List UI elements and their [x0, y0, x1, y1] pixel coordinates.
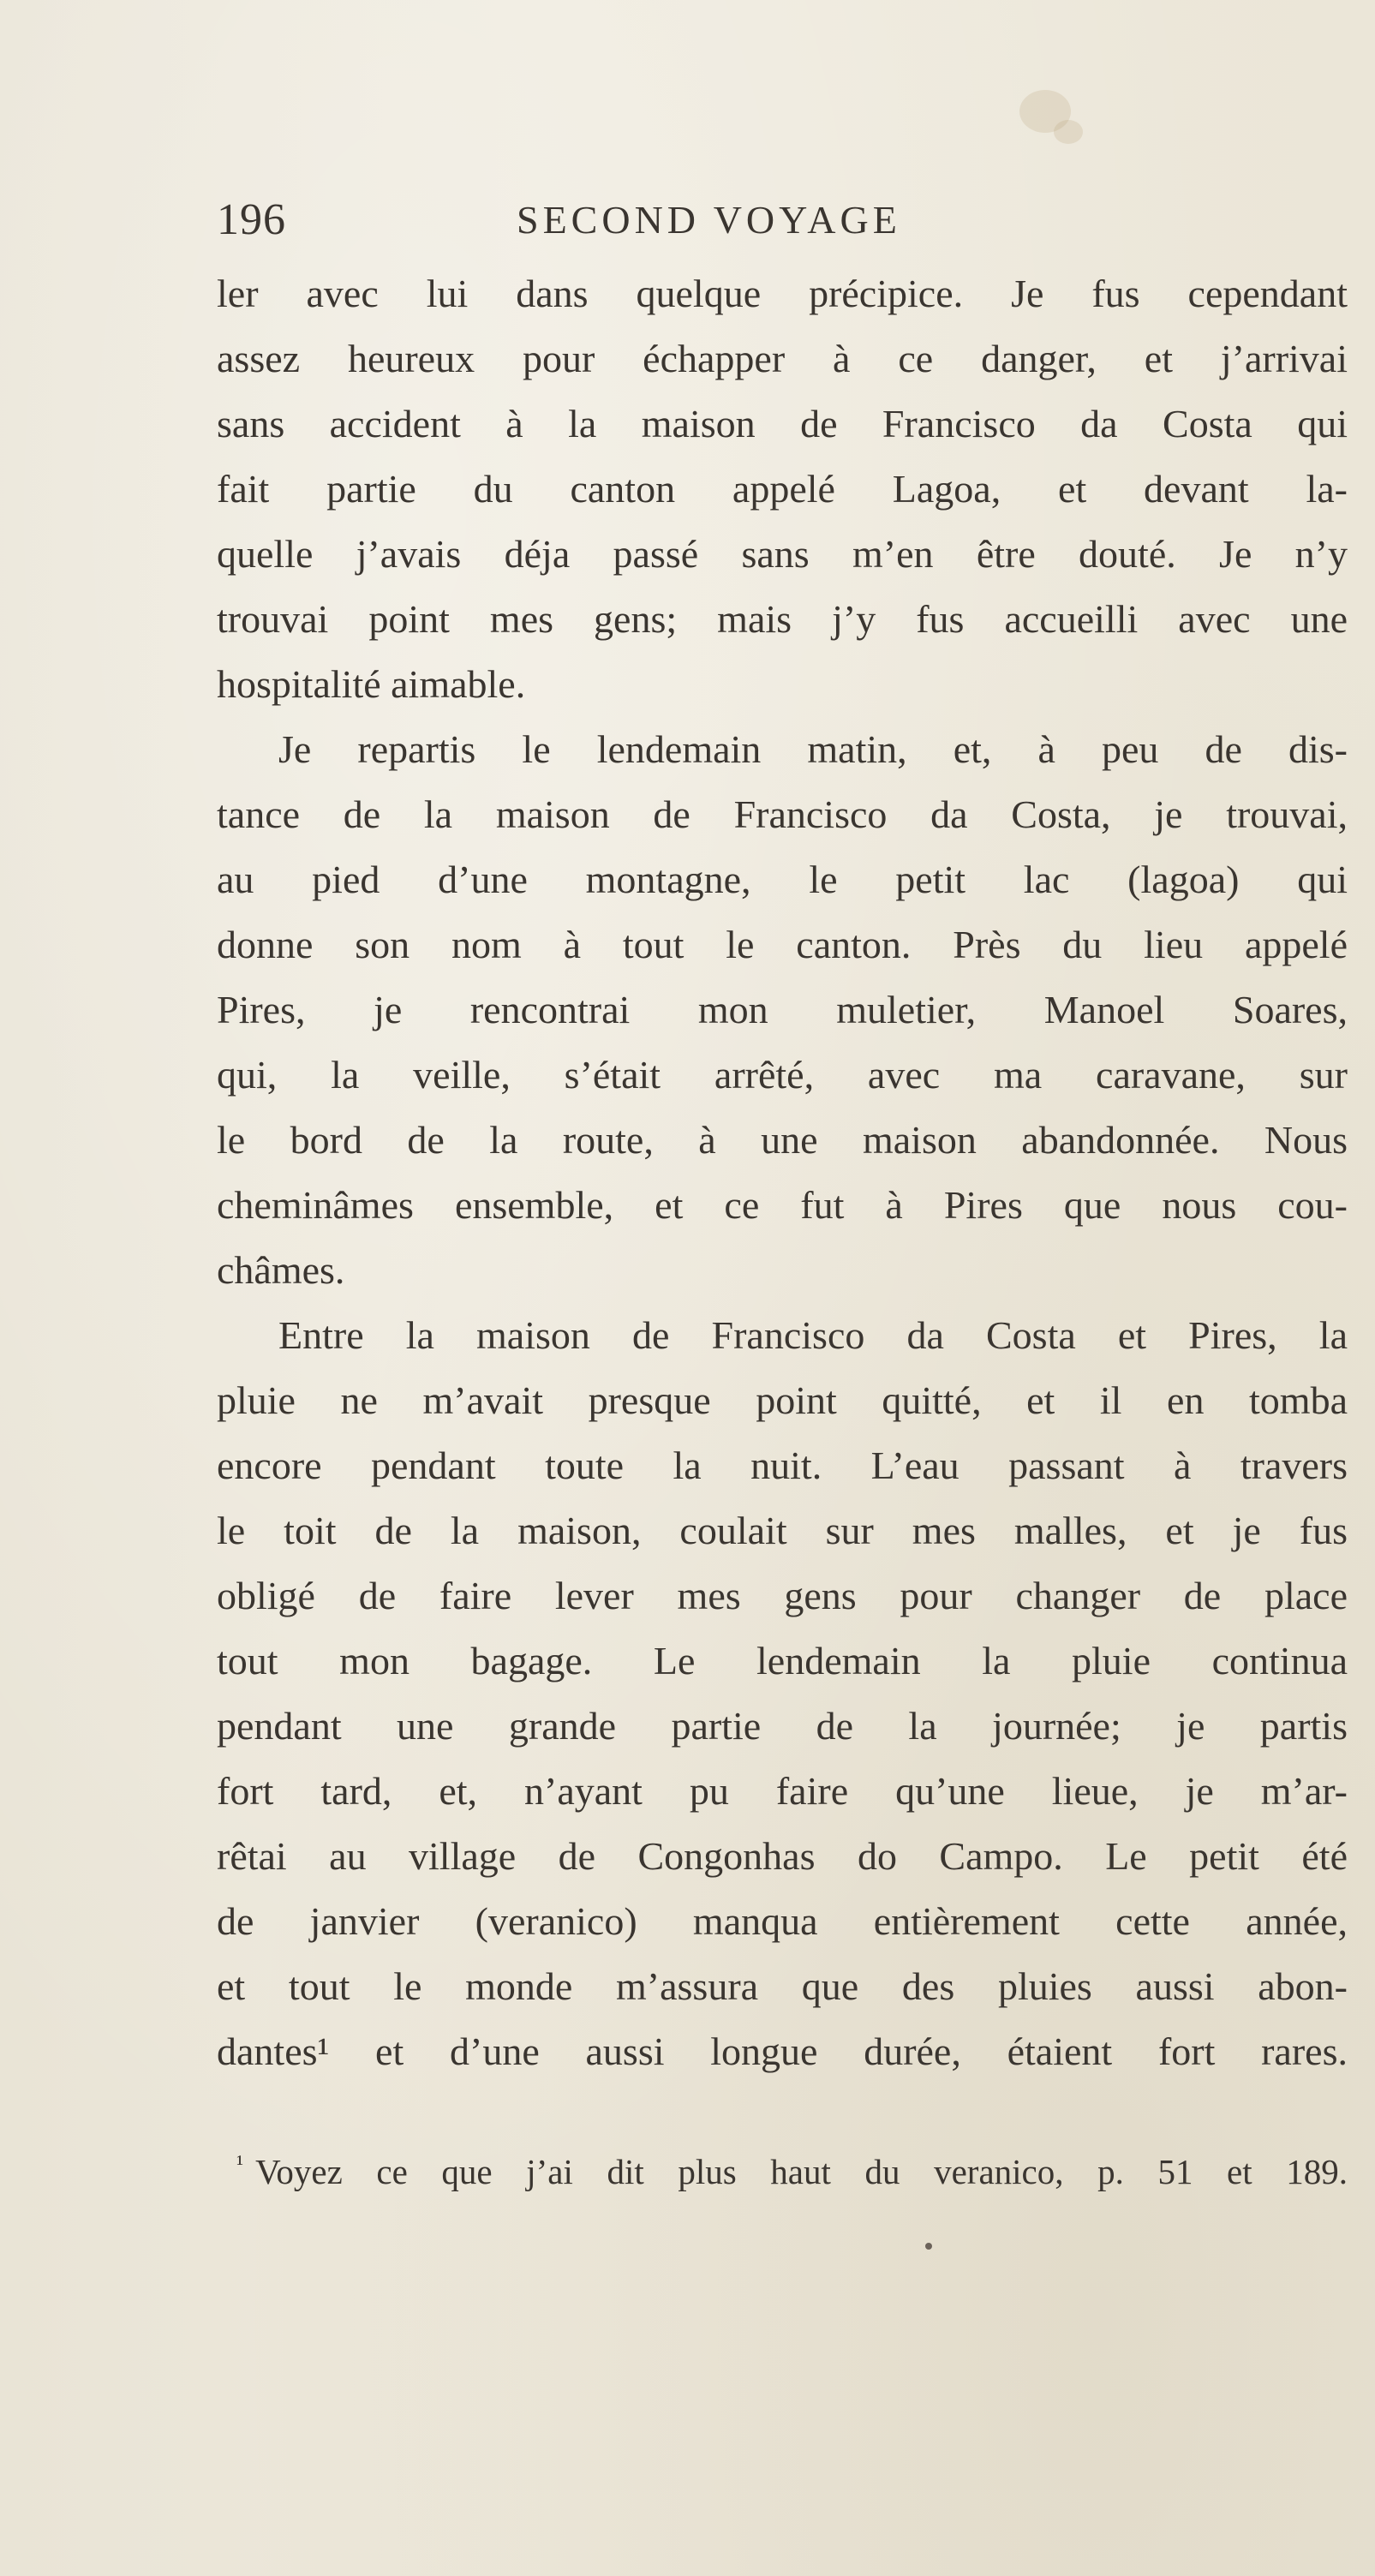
page-header [217, 190, 1330, 250]
text-line: cheminâmes ensemble, et ce fut à Pires que nous cou- [217, 1183, 1348, 1227]
text-line: fait partie du canton appelé Lagoa, et devant la- [217, 467, 1348, 511]
text-line: encore pendant toute la nuit. L’eau passant à travers [217, 1443, 1348, 1487]
text-line: pluie ne m’avait presque point quitté, et il en tomba [217, 1378, 1348, 1422]
footnote-marker: ¹ [236, 2150, 244, 2177]
text-line: ler avec lui dans quelque précipice. Je fus cependant [217, 272, 1348, 315]
text-line: rêtai au village de Congonhas do Campo. Le petit été [217, 1834, 1348, 1878]
text-line: de janvier (veranico) manqua entièrement cette année, [217, 1899, 1348, 1943]
text-line: le toit de la maison, coulait sur mes malles, et je fus [217, 1509, 1348, 1552]
text-line: Entre la maison de Francisco da Costa et Pires, la [278, 1313, 1348, 1357]
text-line: quelle j’avais déja passé sans m’en être douté. Je n’y [217, 532, 1348, 576]
text-line: Pires, je rencontrai mon muletier, Manoel Soares, [217, 988, 1348, 1031]
text-line: dantes¹ et d’une aussi longue durée, étaient fort rares. [217, 2029, 1348, 2073]
text-line: obligé de faire lever mes gens pour changer de place [217, 1574, 1348, 1617]
footnote-text: Voyez ce que j’ai dit plus haut du veranico, p. 51 et 189. [255, 2152, 1348, 2191]
text-line: sans accident à la maison de Francisco da Costa qui [217, 402, 1348, 445]
text-line: le bord de la route, à une maison abandonnée. Nous [217, 1118, 1348, 1162]
page-number: 196 [217, 195, 286, 244]
body-text [217, 261, 1348, 2084]
ink-speck [925, 2243, 932, 2250]
text-line: fort tard, et, n’ayant pu faire qu’une lieue, je m’ar- [217, 1769, 1348, 1813]
running-head: SECOND VOYAGE [517, 198, 901, 242]
text-line: donne son nom à tout le canton. Près du lieu appelé [217, 923, 1348, 966]
paper-stain [1054, 120, 1083, 144]
text-line: châmes. [217, 1248, 345, 1292]
text-line: hospitalité aimable. [217, 662, 526, 706]
text-line: pendant une grande partie de la journée; je partis [217, 1704, 1348, 1748]
text-line: qui, la veille, s’était arrêté, avec ma caravane, sur [217, 1053, 1348, 1097]
text-line: Je repartis le lendemain matin, et, à peu de dis- [278, 727, 1348, 771]
text-line: et tout le monde m’assura que des pluies aussi abon- [217, 1964, 1348, 2008]
footnote [236, 2142, 1348, 2202]
text-line: assez heureux pour échapper à ce danger, et j’arrivai [217, 337, 1348, 380]
text-line: tance de la maison de Francisco da Costa, je trouvai, [217, 792, 1348, 836]
text-line: tout mon bagage. Le lendemain la pluie continua [217, 1639, 1348, 1682]
text-line: au pied d’une montagne, le petit lac (lagoa) qui [217, 858, 1348, 901]
text-line: trouvai point mes gens; mais j’y fus accueilli avec une [217, 597, 1348, 641]
